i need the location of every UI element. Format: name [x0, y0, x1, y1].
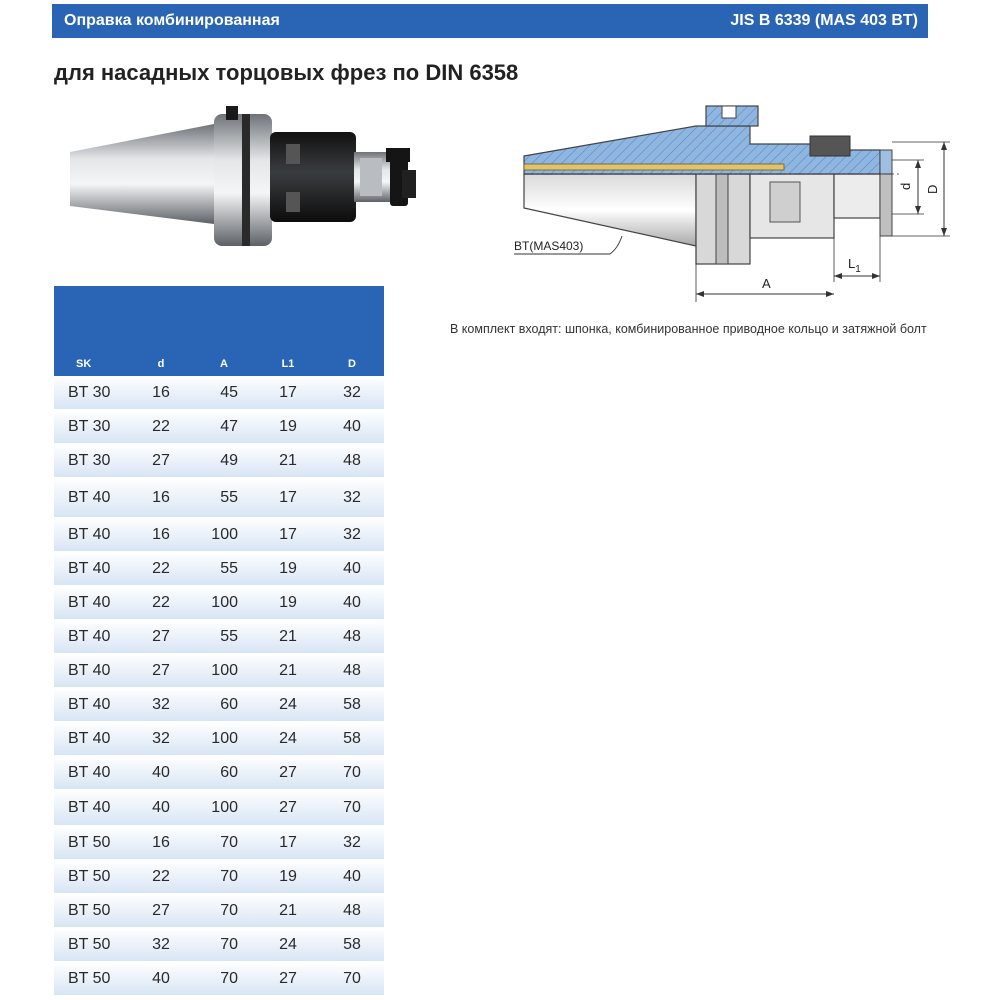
drive-body	[270, 132, 356, 222]
cell-sk: BT 40	[54, 518, 130, 552]
cell-sk: BT 30	[54, 410, 130, 444]
cell-sk: BT 30	[54, 444, 130, 478]
cell-d: 22	[130, 410, 192, 444]
cell-d: 40	[320, 586, 384, 620]
cell-l1: 24	[256, 688, 320, 722]
column-header-a: A	[192, 286, 256, 376]
cell-sk: BT 50	[54, 860, 130, 894]
cell-d: 32	[320, 826, 384, 860]
taper-shank	[70, 124, 214, 224]
header-title: Оправка комбинированная	[64, 12, 280, 29]
cell-d: 40	[130, 962, 192, 996]
cell-a: 60	[192, 756, 256, 790]
cell-d: 48	[320, 444, 384, 478]
cell-l1: 21	[256, 654, 320, 688]
table-row	[54, 620, 384, 654]
cell-l1: 24	[256, 722, 320, 756]
table-row	[54, 928, 384, 962]
cell-a: 49	[192, 444, 256, 478]
header-bar	[52, 4, 928, 38]
cell-d: 22	[130, 552, 192, 586]
cell-d: 32	[320, 376, 384, 410]
cell-a: 70	[192, 860, 256, 894]
cell-d: 22	[130, 860, 192, 894]
table-row	[54, 444, 384, 478]
cell-l1: 19	[256, 552, 320, 586]
cell-sk: BT 40	[54, 586, 130, 620]
table-row	[54, 962, 384, 996]
table-row	[54, 688, 384, 722]
taper-label: BT(MAS403)	[514, 239, 584, 253]
table-row	[54, 826, 384, 860]
cell-d: 27	[130, 654, 192, 688]
cell-d: 32	[130, 722, 192, 756]
cell-d: 32	[130, 688, 192, 722]
dim-d-label: d	[898, 182, 913, 190]
cell-d: 16	[130, 376, 192, 410]
column-header-d: d	[130, 286, 192, 376]
table-row	[54, 518, 384, 552]
cell-d: 58	[320, 722, 384, 756]
cell-sk: BT 40	[54, 620, 130, 654]
cell-d: 16	[130, 826, 192, 860]
table-row	[54, 756, 384, 790]
cell-sk: BT 30	[54, 376, 130, 410]
cell-d: 16	[130, 478, 192, 518]
cell-l1: 21	[256, 444, 320, 478]
cell-d: 48	[320, 654, 384, 688]
column-header-sk: SK	[54, 286, 130, 376]
cell-sk: BT 40	[54, 478, 130, 518]
taper-outline-lower	[524, 174, 696, 246]
cell-sk: BT 50	[54, 962, 130, 996]
cell-l1: 17	[256, 518, 320, 552]
dim-A-label: A	[762, 276, 771, 291]
table-row	[54, 478, 384, 518]
table-row	[54, 410, 384, 444]
cell-l1: 19	[256, 586, 320, 620]
cell-d: 40	[320, 860, 384, 894]
table-row	[54, 654, 384, 688]
cell-a: 100	[192, 790, 256, 826]
cell-a: 47	[192, 410, 256, 444]
tool-holder-photo	[64, 100, 424, 260]
dim-D-label: D	[925, 184, 940, 194]
cell-a: 70	[192, 894, 256, 928]
cell-d: 22	[130, 586, 192, 620]
cell-sk: BT 40	[54, 722, 130, 756]
cell-sk: BT 40	[54, 756, 130, 790]
cell-a: 70	[192, 928, 256, 962]
cell-l1: 17	[256, 826, 320, 860]
cell-sk: BT 40	[54, 552, 130, 586]
cell-a: 100	[192, 518, 256, 552]
cell-l1: 27	[256, 790, 320, 826]
table-row	[54, 860, 384, 894]
cell-d: 27	[130, 894, 192, 928]
cell-a: 100	[192, 586, 256, 620]
cell-l1: 19	[256, 860, 320, 894]
technical-drawing	[500, 96, 960, 306]
cell-d: 48	[320, 620, 384, 654]
cell-d: 40	[320, 552, 384, 586]
cell-d: 70	[320, 756, 384, 790]
cell-a: 55	[192, 478, 256, 518]
cell-l1: 17	[256, 478, 320, 518]
cell-a: 55	[192, 620, 256, 654]
page-subtitle: для насадных торцовых фрез по DIN 6358	[54, 60, 519, 85]
cell-a: 70	[192, 826, 256, 860]
cell-d: 16	[130, 518, 192, 552]
cell-d: 40	[130, 756, 192, 790]
cell-d: 70	[320, 962, 384, 996]
cell-a: 55	[192, 552, 256, 586]
cell-l1: 21	[256, 620, 320, 654]
cell-sk: BT 50	[54, 928, 130, 962]
cell-l1: 19	[256, 410, 320, 444]
cell-l1: 21	[256, 894, 320, 928]
column-header-d: D	[320, 286, 384, 376]
table-header-row	[54, 286, 384, 376]
table-row	[54, 894, 384, 928]
cell-a: 45	[192, 376, 256, 410]
cell-a: 100	[192, 722, 256, 756]
cell-d: 70	[320, 790, 384, 826]
cell-d: 58	[320, 688, 384, 722]
cell-a: 100	[192, 654, 256, 688]
cell-d: 48	[320, 894, 384, 928]
cell-sk: BT 50	[54, 826, 130, 860]
cell-a: 70	[192, 962, 256, 996]
cell-d: 27	[130, 444, 192, 478]
kit-contents-note: В комплект входят: шпонка, комбинированное приводное кольцо и затяжной болт	[450, 322, 927, 336]
cell-l1: 27	[256, 962, 320, 996]
specification-table	[54, 286, 384, 997]
cell-d: 27	[130, 620, 192, 654]
table-row	[54, 790, 384, 826]
header-standard: JIS B 6339 (MAS 403 BT)	[730, 12, 918, 29]
cell-d: 32	[320, 518, 384, 552]
table-row	[54, 552, 384, 586]
column-header-l1: L1	[256, 286, 320, 376]
dim-L1-label: $L_1$	[848, 256, 861, 275]
cell-l1: 27	[256, 756, 320, 790]
cell-l1: 17	[256, 376, 320, 410]
cell-sk: BT 40	[54, 654, 130, 688]
cell-d: 58	[320, 928, 384, 962]
cell-a: 60	[192, 688, 256, 722]
cell-d: 40	[320, 410, 384, 444]
table-body	[54, 376, 384, 996]
table-row	[54, 586, 384, 620]
cell-l1: 24	[256, 928, 320, 962]
cell-sk: BT 40	[54, 790, 130, 826]
cell-d: 32	[320, 478, 384, 518]
cell-d: 32	[130, 928, 192, 962]
table-row	[54, 722, 384, 756]
cell-d: 40	[130, 790, 192, 826]
cell-sk: BT 50	[54, 894, 130, 928]
cell-sk: BT 40	[54, 688, 130, 722]
table-row	[54, 376, 384, 410]
